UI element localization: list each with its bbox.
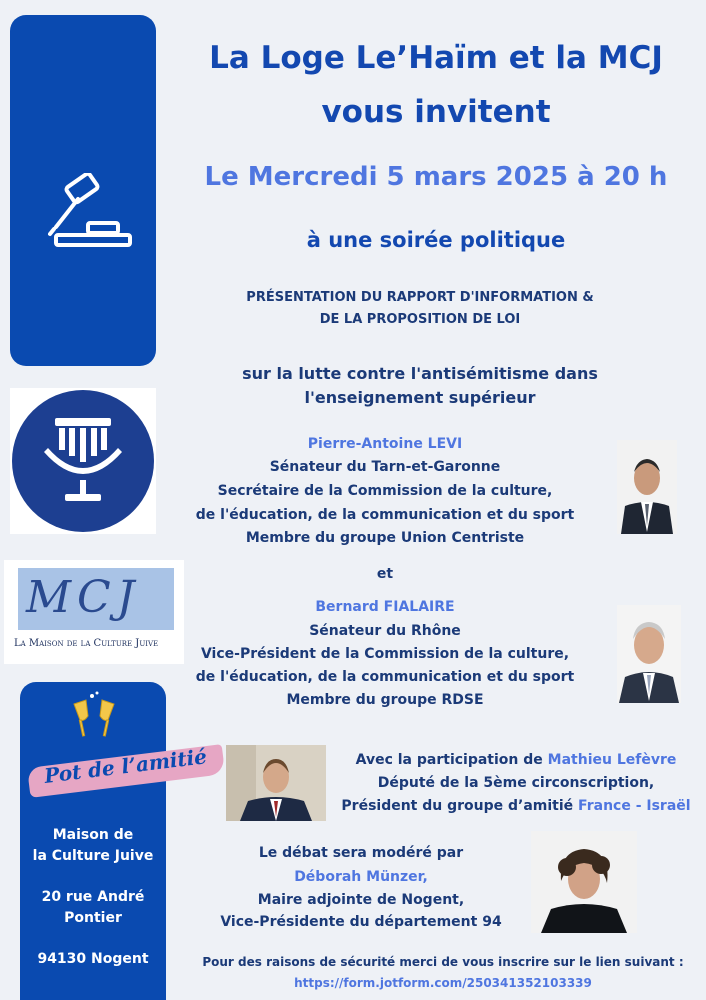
venue-line2: la Culture Juive [32, 848, 154, 864]
registration-link[interactable]: https://form.jotform.com/250341352103339 [294, 976, 592, 990]
speaker2-role2: Vice-Président de la Commission de la culture, [200, 646, 570, 662]
venue-address1: 20 rue André [41, 889, 145, 905]
venue-line1: Maison de [52, 827, 134, 843]
pot-badge-label: Pot de l’amitié [42, 744, 209, 788]
champagne-glasses-icon [68, 690, 120, 746]
footer-notice: Pour des raisons de sécurité merci de vous inscrire sur le lien suivant : [202, 955, 684, 969]
presentation-line2: DE LA PROPOSITION DE LOI [319, 312, 521, 327]
moderator-intro: Le débat sera modéré par [258, 845, 464, 861]
speaker3-role2-accent: France - Israël [578, 798, 691, 814]
gavel-panel [10, 15, 156, 366]
menorah-logo [10, 388, 156, 534]
speaker1-role1: Sénateur du Tarn-et-Garonne [269, 459, 501, 475]
moderator-name: Déborah Münzer, [294, 869, 428, 885]
title-line1: La Loge Le’Haïm et la MCJ [209, 40, 663, 76]
mcj-letters-text: MCJ [26, 572, 141, 623]
mcj-letters [18, 568, 174, 630]
speaker1-name: Pierre-Antoine LEVI [307, 436, 463, 452]
speaker2-role1: Sénateur du Rhône [309, 623, 461, 639]
speaker3-photo [226, 745, 326, 821]
speaker1-role2: Secrétaire de la Commission de la culture, [217, 483, 553, 499]
speaker2-photo [617, 605, 681, 703]
mcj-logo [4, 560, 184, 664]
venue-address2: Pontier [64, 910, 122, 926]
speaker1-role3: de l'éducation, de la communication et du sport [195, 507, 575, 523]
title-line2: vous invitent [321, 94, 551, 130]
speaker3-line1 [326, 752, 706, 768]
speaker3-role1: Député de la 5ème circonscription, [377, 775, 655, 791]
venue-panel [20, 682, 166, 1000]
speaker3-name: Mathieu Lefèvre [547, 752, 677, 768]
mcj-caption: La Maison de la Culture Juive [14, 638, 159, 649]
moderator-role1: Maire adjointe de Nogent, [257, 892, 465, 908]
speaker2-name: Bernard FIALAIRE [315, 599, 455, 615]
speaker1-photo [617, 440, 677, 534]
presentation-line1: PRÉSENTATION DU RAPPORT D'INFORMATION & [246, 290, 594, 305]
speaker1-role4: Membre du groupe Union Centriste [245, 530, 525, 546]
gavel-icon [48, 173, 134, 253]
moderator-role2: Vice-Présidente du département 94 [220, 914, 502, 930]
speaker3-prefix: Avec la participation de [355, 752, 548, 768]
speaker3-role2-prefix: Président du groupe d’amitié [341, 798, 579, 814]
event-subtitle: à une soirée politique [306, 228, 566, 252]
topic-line1: sur la lutte contre l'antisémitisme dans [242, 364, 598, 383]
moderator-photo [531, 831, 637, 933]
speaker3-role2 [326, 798, 706, 814]
event-date: Le Mercredi 5 mars 2025 à 20 h [204, 162, 668, 192]
topic-line2: l'enseignement supérieur [304, 388, 536, 407]
venue-city: 94130 Nogent [37, 951, 149, 967]
speaker2-role4: Membre du groupe RDSE [286, 692, 484, 708]
speaker2-role3: de l'éducation, de la communication et du sport [195, 669, 575, 685]
conjunction-et: et [376, 566, 394, 582]
